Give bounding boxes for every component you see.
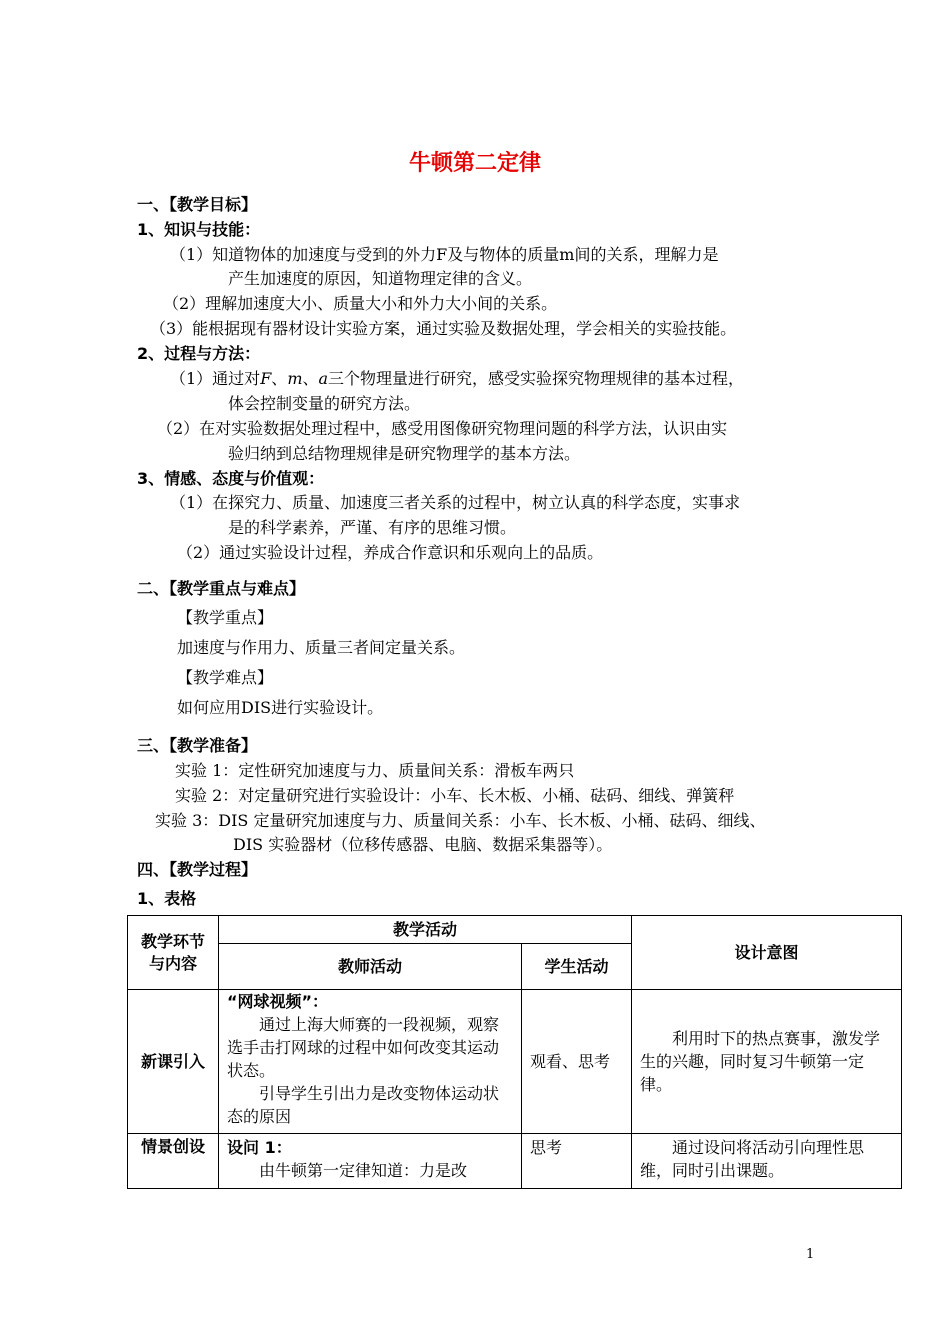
header-teacher: 教师活动 [219, 944, 522, 990]
table-row [128, 990, 902, 1134]
page-number: 1 [806, 1247, 815, 1262]
difficulty-label: 【教学难点】 [177, 668, 274, 687]
table-label: 1、表格 [137, 889, 197, 908]
row-1-student: 观看、思考 [522, 990, 632, 1134]
knowledge-item-1-cont: 产生加速度的原因，知道物理定律的含义。 [228, 269, 533, 288]
row-1-teacher [219, 990, 522, 1134]
emotion-item-1-cont: 是的科学素养，严谨、有序的思维习惯。 [228, 518, 517, 537]
row-2-stage: 情景创设 [128, 1134, 219, 1189]
section-2-heading: 二、【教学重点与难点】 [137, 579, 306, 598]
process-heading: 2、过程与方法： [137, 344, 261, 363]
section-1-heading: 一、【教学目标】 [137, 195, 258, 214]
row-2-student: 思考 [522, 1134, 632, 1189]
teaching-process-table [127, 915, 902, 1189]
header-activity: 教学活动 [219, 916, 632, 944]
row-2-teacher [219, 1134, 522, 1189]
knowledge-item-3: （3）能根据现有器材设计实验方案，通过实验及数据处理，学会相关的实验技能。 [150, 319, 737, 338]
table-row [128, 1134, 902, 1189]
row-1-teacher-title: “网球视频”： [227, 992, 329, 1011]
emotion-heading: 3、情感、态度与价值观： [137, 469, 325, 488]
header-stage: 教学环节 与内容 [128, 916, 219, 990]
experiment-3-cont: DIS 实验器材（位移传感器、电脑、数据采集器等）。 [233, 835, 613, 854]
section-3-heading: 三、【教学准备】 [137, 736, 258, 755]
header-intent: 设计意图 [632, 916, 902, 990]
section-4-heading: 四、【教学过程】 [137, 860, 258, 879]
process-item-1: （1）通过对F、m、a三个物理量进行研究，感受实验探究物理规律的基本过程， [170, 369, 745, 388]
row-2-intent: 通过设问将活动引向理性思维，同时引出课题。 [632, 1134, 902, 1189]
row-1-intent: 利用时下的热点赛事，激发学生的兴趣，同时复习牛顿第一定律。 [632, 990, 902, 1134]
header-student: 学生活动 [522, 944, 632, 990]
row-1-stage: 新课引入 [128, 990, 219, 1134]
process-item-1-cont: 体会控制变量的研究方法。 [228, 394, 421, 413]
row-1-teacher-para-2: 引导学生引出力是改变物体运动状态的原因 [227, 1084, 500, 1126]
row-1-teacher-para-1: 通过上海大师赛的一段视频，观察选手击打网球的过程中如何改变其运动状态。 [227, 1015, 500, 1080]
difficulty-text: 如何应用DIS进行实验设计。 [177, 698, 384, 717]
key-point-label: 【教学重点】 [177, 608, 274, 627]
knowledge-item-1: （1）知道物体的加速度与受到的外力F及与物体的质量m间的关系，理解力是 [170, 245, 719, 264]
key-point-text: 加速度与作用力、质量三者间定量关系。 [177, 638, 466, 657]
row-2-teacher-para-1: 由牛顿第一定律知道：力是改 [259, 1161, 468, 1180]
process-item-2: （2）在对实验数据处理过程中，感受用图像研究物理问题的科学方法，认识由实 [157, 419, 728, 438]
emotion-item-2: （2）通过实验设计过程，养成合作意识和乐观向上的品质。 [177, 543, 604, 562]
knowledge-item-2: （2）理解加速度大小、质量大小和外力大小间的关系。 [163, 294, 558, 313]
experiment-1: 实验 1：定性研究加速度与力、质量间关系：滑板车两只 [175, 761, 575, 780]
row-2-teacher-title: 设问 1： [227, 1138, 292, 1157]
knowledge-heading: 1、知识与技能： [137, 220, 261, 239]
emotion-item-1: （1）在探究力、质量、加速度三者关系的过程中，树立认真的科学态度，实事求 [170, 493, 741, 512]
experiment-2: 实验 2：对定量研究进行实验设计：小车、长木板、小桶、砝码、细线、弹簧秤 [175, 786, 735, 805]
experiment-3: 实验 3：DIS 定量研究加速度与力、质量间关系：小车、长木板、小桶、砝码、细线、 [155, 811, 766, 830]
process-item-2-cont: 验归纳到总结物理规律是研究物理学的基本方法。 [228, 444, 581, 463]
page-title: 牛顿第二定律 [408, 151, 541, 176]
